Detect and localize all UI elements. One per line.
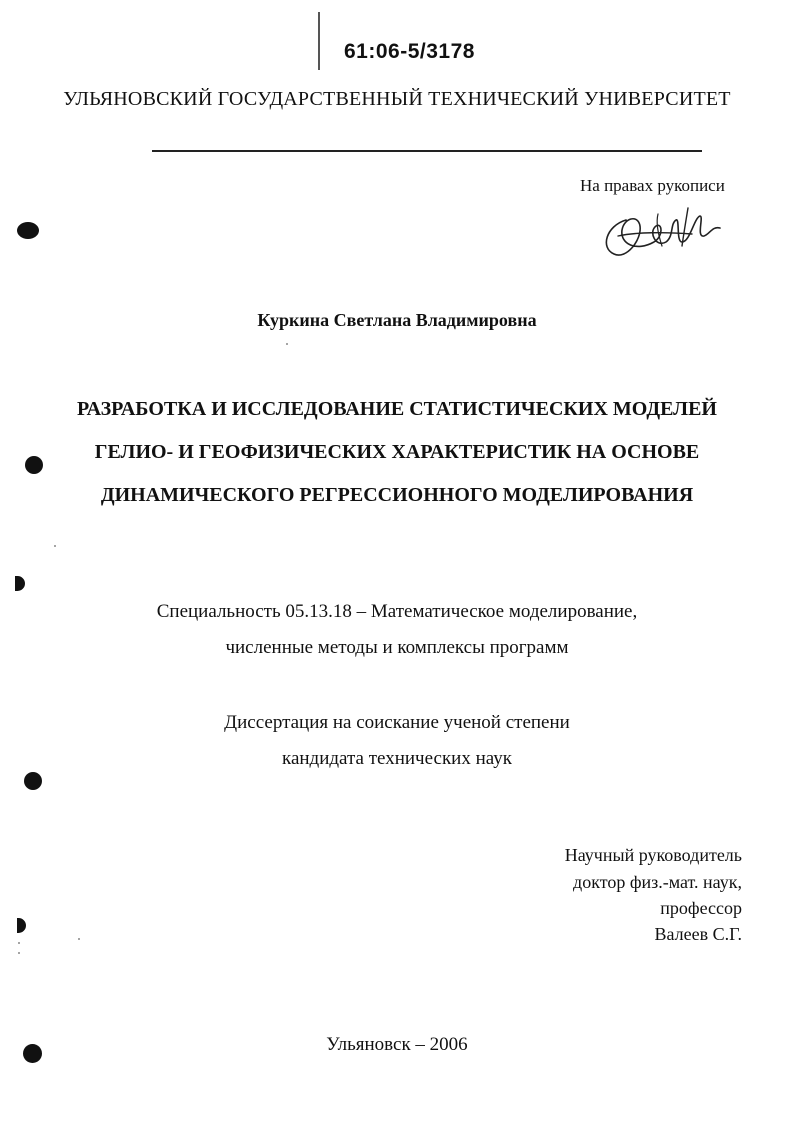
scan-speck <box>18 942 20 944</box>
title-line-1: РАЗРАБОТКА И ИССЛЕДОВАНИЕ СТАТИСТИЧЕСКИХ МОДЕЛЕЙ <box>77 398 717 420</box>
supervisor-line-4: Валеев С.Г. <box>654 924 742 944</box>
specialty-line-1: Специальность 05.13.18 – Математическое моделирование, <box>156 601 638 622</box>
scan-speck <box>286 343 288 345</box>
archive-stamp: 61:06-5/3178 <box>344 40 475 63</box>
punch-hole <box>23 1044 42 1063</box>
punch-hole <box>15 576 25 591</box>
title-line-2: ГЕЛИО- И ГЕОФИЗИЧЕСКИХ ХАРАКТЕРИСТИК НА ОСНОВЕ <box>94 441 700 463</box>
signature-image <box>596 196 726 266</box>
punch-hole <box>24 772 42 790</box>
city-year: Ульяновск – 2006 <box>326 1034 468 1055</box>
university-name: УЛЬЯНОВСКИЙ ГОСУДАРСТВЕННЫЙ ТЕХНИЧЕСКИЙ УНИВЕРСИТЕТ <box>63 88 731 110</box>
author-name: Куркина Светлана Владимировна <box>257 310 537 330</box>
title-line-3: ДИНАМИЧЕСКОГО РЕГРЕССИОННОГО МОДЕЛИРОВАНИЯ <box>100 484 694 506</box>
header-divider <box>152 150 702 152</box>
dissertation-line-2: кандидата технических наук <box>282 748 512 769</box>
specialty-line-2: численные методы и комплексы программ <box>225 637 569 658</box>
supervisor-line-2: доктор физ.-мат. наук, <box>573 872 742 892</box>
manuscript-rights: На правах рукописи <box>580 176 725 195</box>
scan-speck <box>54 545 56 547</box>
punch-hole <box>25 456 43 474</box>
punch-hole <box>17 222 39 239</box>
dissertation-line-1: Диссертация на соискание ученой степени <box>224 712 570 733</box>
scan-speck <box>18 952 20 954</box>
stamp-vertical-line <box>318 12 320 70</box>
punch-hole <box>17 918 26 933</box>
supervisor-line-1: Научный руководитель <box>564 845 742 865</box>
scan-speck <box>78 938 80 940</box>
supervisor-line-3: профессор <box>660 898 742 918</box>
